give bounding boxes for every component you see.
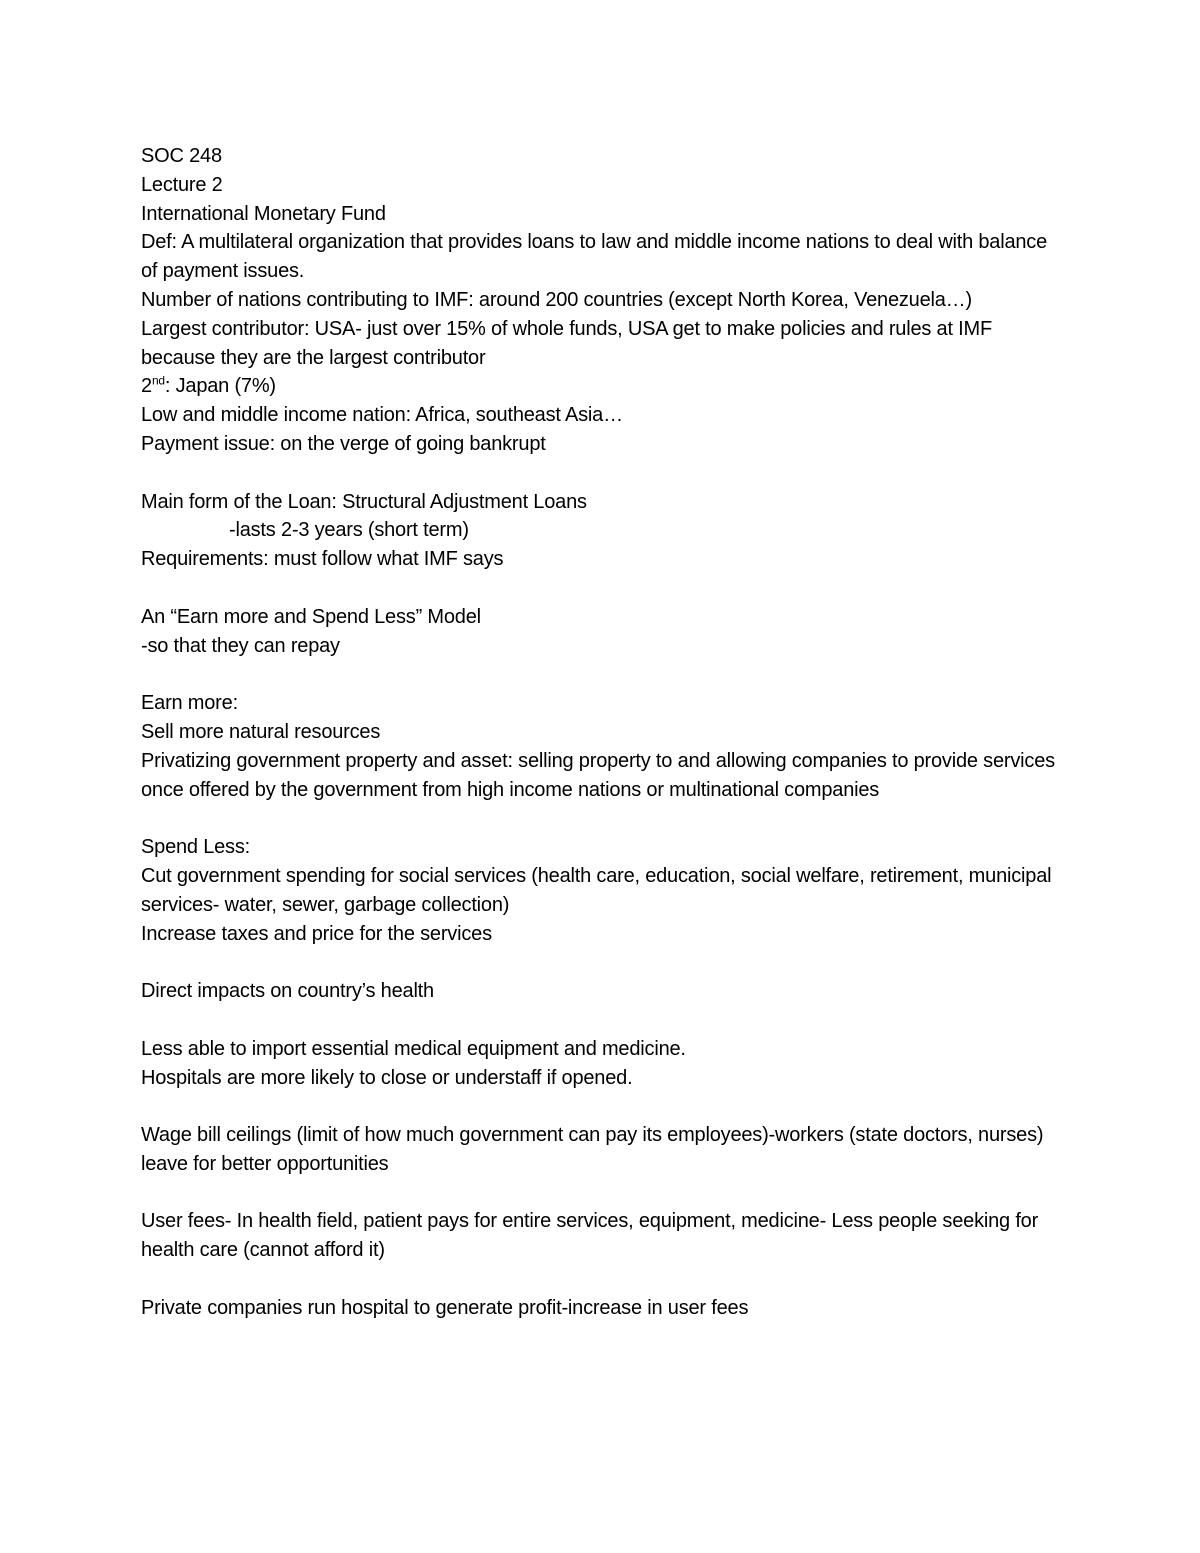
user-fees-text: User fees- In health field, patient pays for entire services, equipment, medicine- Less people seeking for health care (cannot afford it) — [141, 1210, 1039, 1262]
payment-issue-text: Payment issue: on the verge of going bankrupt — [141, 432, 546, 455]
increase-taxes-text: Increase taxes and price for the services — [141, 922, 492, 945]
second-detail: : Japan (7%) — [164, 375, 276, 398]
hospitals-text: Hospitals are more likely to close or understaff if opened. — [141, 1066, 633, 1089]
lecture-notes — [141, 142, 1061, 1323]
low-middle-income-text: Low and middle income nation: Africa, southeast Asia… — [141, 404, 623, 427]
blank-line — [141, 804, 1061, 833]
blank-line — [141, 948, 1061, 977]
privatizing-text: Privatizing government property and asset: selling property to and allowing companies to provide services once offered by the government from high income nations or multinational companies — [141, 749, 1055, 801]
blank-line — [141, 574, 1061, 603]
second-contributor-text — [141, 372, 1061, 401]
blank-line — [141, 1179, 1061, 1208]
blank-line — [141, 459, 1061, 488]
blank-line — [141, 660, 1061, 689]
model-text: An “Earn more and Spend Less” Model — [141, 605, 481, 628]
repay-text: -so that they can repay — [141, 634, 340, 657]
earn-more-heading: Earn more: — [141, 692, 238, 715]
second-ordinal-suffix: nd — [151, 373, 165, 388]
direct-impacts-text: Direct impacts on country’s health — [141, 980, 434, 1003]
blank-line — [141, 1092, 1061, 1121]
nations-count-text: Number of nations contributing to IMF: around 200 countries (except North Korea, Venezuela…) — [141, 288, 972, 311]
blank-line — [141, 1006, 1061, 1035]
course-code: SOC 248 — [141, 145, 222, 167]
spend-less-heading: Spend Less: — [141, 836, 250, 859]
loan-duration-text: -lasts 2-3 years (short term) — [229, 519, 469, 542]
wage-bill-text: Wage bill ceilings (limit of how much government can pay its employees)-workers (state doctors, nurses) leave for better opportunities — [141, 1124, 1044, 1175]
sell-resources-text: Sell more natural resources — [141, 720, 381, 743]
cut-spending-text: Cut government spending for social services (health care, education, social welfare, retirement, municipal services- water, sewer, garbage collection) — [141, 864, 1052, 916]
private-companies-text: Private companies run hospital to generate profit-increase in user fees — [141, 1296, 749, 1319]
definition-text: Def: A multilateral organization that provides loans to law and middle income nations to deal with balance of payment issues. — [141, 231, 1048, 283]
less-able-text: Less able to import essential medical equipment and medicine. — [141, 1037, 686, 1060]
lecture-number: Lecture 2 — [141, 173, 223, 196]
blank-line — [141, 1265, 1061, 1294]
main-form-text: Main form of the Loan: Structural Adjustment Loans — [141, 490, 587, 513]
requirements-text: Requirements: must follow what IMF says — [141, 548, 504, 571]
topic-title: International Monetary Fund — [141, 202, 386, 225]
largest-contributor-text: Largest contributor: USA- just over 15% of whole funds, USA get to make policies and rules at IMF because they are the largest contributor — [141, 317, 993, 369]
second-number: 2 — [141, 375, 152, 398]
